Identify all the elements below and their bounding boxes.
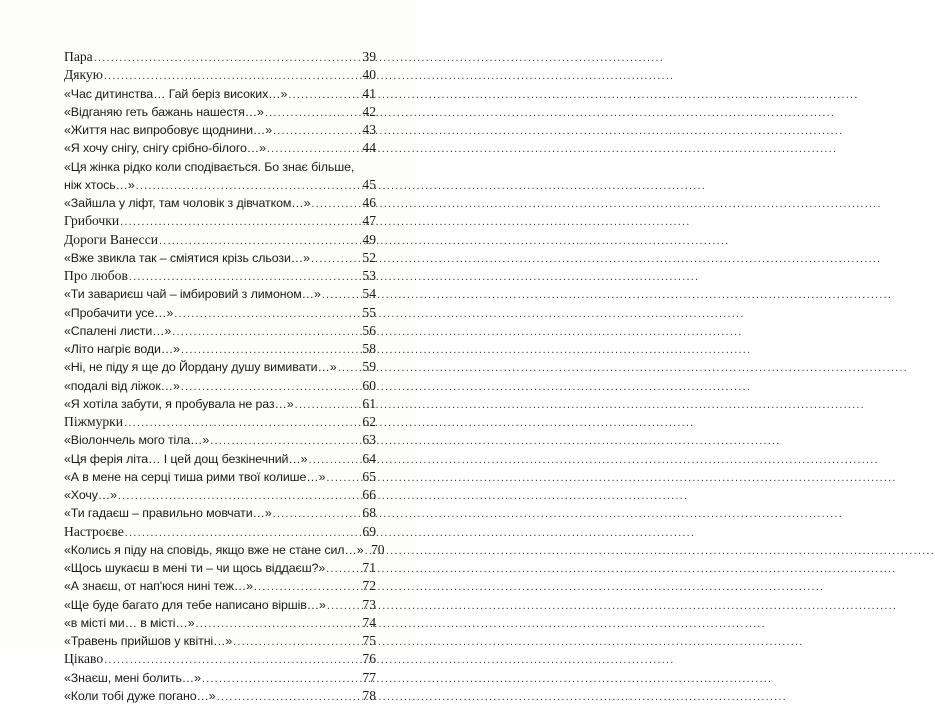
toc-entry: [64, 687, 376, 705]
dot-leader: [125, 524, 356, 542]
toc-entry-title: Пара: [64, 49, 93, 64]
dot-leader: [136, 177, 356, 195]
toc-entry-title: Піжмурки: [64, 414, 124, 429]
toc-entry-title: «Літо нагріє води…»: [64, 342, 180, 356]
toc-entry: [64, 650, 376, 668]
toc-entry-title-line2: ніж хтось…»: [64, 177, 135, 192]
dot-leader: [233, 633, 356, 651]
toc-page-number: 61: [362, 395, 376, 411]
dot-leader: [94, 49, 356, 67]
dot-leader: [217, 688, 356, 706]
toc-entry-title: «Час дитинства… Гай беріз високих…»: [64, 86, 288, 101]
dot-leader: [295, 396, 356, 414]
toc-page-number: 69: [362, 523, 376, 539]
dot-leader: [308, 451, 356, 469]
toc-entry: [64, 450, 376, 468]
dot-leader: [159, 232, 356, 250]
toc-entry: [64, 66, 376, 84]
dot-leader: [129, 268, 356, 286]
toc-page-number: 46: [362, 195, 376, 210]
toc-entry: [64, 322, 376, 340]
toc-entry-title: «Ні, не піду я ще до Йордану душу вимивати…»: [64, 360, 337, 375]
toc-page-number: 58: [362, 341, 376, 356]
toc-page-number: 52: [362, 249, 376, 265]
toc-entry: [64, 632, 376, 650]
toc-entry: [64, 596, 376, 614]
toc-entry: [64, 468, 376, 486]
dot-leader: [311, 250, 356, 268]
toc-page-number: 72: [362, 578, 376, 594]
dot-leader: [288, 86, 356, 104]
toc-page-number: 63: [362, 432, 376, 448]
toc-entry: [64, 285, 376, 303]
dot-leader: [174, 305, 356, 323]
toc-page-number: 56: [362, 322, 376, 338]
toc-entry: [64, 486, 376, 504]
toc-page-number: 43: [362, 122, 376, 137]
toc-entry-title: Настроєве: [64, 523, 124, 539]
toc-entry-title: «Ця ферія літа… І цей дощ безкінечний…»: [64, 451, 308, 466]
toc-entry-title: Грибочки: [64, 213, 120, 229]
dot-leader: [210, 432, 356, 450]
toc-page-number: 71: [362, 560, 376, 575]
dot-leader: [322, 286, 356, 304]
toc-page-number: 73: [362, 596, 376, 612]
toc-entry-title: «Віолончель мого тіла…»: [64, 433, 210, 448]
toc-page-number: 74: [362, 614, 376, 630]
toc-entry-title: «Щось шукаєш в мені ти – чи щось віддаєш?»: [64, 561, 326, 575]
toc-entry-title: «Пробачити усе…»: [64, 305, 174, 320]
toc-page-number: 59: [362, 359, 376, 375]
toc-entry: [64, 559, 376, 577]
toc-entry-title: «Спалені листи…»: [64, 323, 172, 338]
toc-entry-line2: [64, 176, 376, 194]
toc-entry-title: «Зайшла у ліфт, там чоловік з дівчатком…»: [64, 196, 311, 210]
toc-page-number: 47: [362, 213, 376, 229]
toc-entry: [64, 139, 376, 157]
toc-entry: [64, 358, 376, 376]
toc-page-number: 70: [370, 541, 385, 557]
dot-leader: [124, 414, 356, 432]
dot-leader: [273, 122, 356, 140]
dot-leader: [311, 195, 356, 213]
dot-leader: [104, 651, 356, 669]
toc-entry: [64, 541, 385, 559]
dot-leader: [196, 615, 356, 633]
toc-entry-title: «в місті ми… в місті…»: [64, 615, 195, 630]
toc-page-number: 40: [362, 67, 376, 83]
toc-entry: [64, 231, 376, 249]
dot-leader: [254, 578, 356, 596]
toc-entry: [64, 431, 376, 449]
dot-leader: [104, 67, 356, 85]
toc-entry-title: «А в мене на серці тиша рими твої колише…»: [64, 469, 326, 484]
toc-entry: [64, 395, 376, 413]
toc-entry: [64, 304, 376, 322]
toc-page-number: 68: [362, 505, 376, 521]
dot-leader: [181, 341, 356, 359]
toc-entry: [64, 158, 376, 195]
toc-entry-title: «Життя нас випробовує щоднини…»: [64, 123, 272, 137]
dot-leader: [181, 378, 356, 396]
toc-page-number: 65: [362, 468, 376, 484]
dot-leader: [265, 104, 356, 122]
toc-entry: [64, 614, 376, 632]
toc-entry: [64, 121, 376, 139]
toc-entry: [64, 103, 376, 121]
dot-leader: [273, 505, 356, 523]
dot-leader: [202, 670, 356, 688]
dot-leader: [338, 359, 356, 377]
dot-leader: [120, 213, 356, 231]
toc-page-number: 39: [362, 49, 376, 64]
toc-page-number: 60: [362, 377, 376, 393]
toc-page-number: 41: [362, 85, 376, 101]
toc-entry-title: «А знаєш, от нап'юся нині теж…»: [64, 579, 253, 594]
toc-entry: [64, 523, 376, 541]
toc-page-number: 55: [362, 304, 376, 320]
toc-entry-title: «подалі від лiжок…»: [64, 378, 180, 393]
toc-entry-title: «Колись я піду на сповідь, якщо вже не стане сил…»: [64, 542, 364, 557]
dot-leader: [326, 560, 356, 578]
toc-page-number: 75: [362, 633, 376, 648]
toc-entry-title: Цікаво: [64, 651, 104, 667]
toc-entry-title-line1: «Ця жінка рідко коли сподівається. Бо знає більше,: [64, 159, 355, 174]
toc-page-number: 54: [362, 286, 376, 302]
toc-page-number: 77: [362, 669, 376, 685]
toc-entry-title: «Я хочу снігу, снігу срібно-білого…»: [64, 141, 266, 156]
toc-entry-title: «Коли тобі дуже погано…»: [64, 688, 216, 703]
toc-page-number: 66: [362, 487, 376, 502]
dot-leader: [118, 487, 356, 505]
toc-entry-title: «Знаєш, мені болить…»: [64, 670, 201, 685]
toc-entry: [64, 504, 376, 522]
toc-entry: [64, 669, 376, 687]
toc-entry-title: Дякую: [64, 67, 103, 83]
toc-entry: [64, 413, 376, 431]
toc-entry: [64, 194, 376, 212]
toc-entry-title: Про любов: [64, 268, 128, 283]
dot-leader: [327, 597, 356, 615]
toc-entry-title: «Ти гадаєш – правильно мовчати…»: [64, 506, 272, 521]
toc-entry-title: «Ще буде багато для тебе написано віршів…»: [64, 597, 326, 612]
toc-entry: [64, 249, 376, 267]
toc-page-number: 44: [362, 140, 376, 156]
toc-entry-title: «Вже звикла так – сміятися крізь сльози…»: [64, 250, 310, 265]
toc-entry: [64, 48, 376, 66]
toc-page-number: 45: [362, 176, 376, 192]
dot-leader: [172, 323, 356, 341]
toc-entry: [64, 377, 376, 395]
toc-entry-title: «Я хотіла забути, я пробувала не раз…»: [64, 396, 294, 411]
table-of-contents: [64, 48, 385, 705]
toc-entry-title: Дороги Ванесси: [64, 231, 159, 247]
toc-entry: [64, 267, 376, 285]
toc-entry-title: «Хочу…»: [64, 488, 117, 502]
toc-entry: [64, 212, 376, 230]
toc-entry: [64, 85, 376, 103]
toc-page-number: 53: [362, 268, 376, 283]
book-page: [0, 0, 416, 703]
toc-entry: [64, 577, 376, 595]
toc-entry-title: «Травень прийшов у квітні…»: [64, 634, 233, 648]
dot-leader: [326, 469, 356, 487]
toc-page-number: 42: [362, 103, 376, 119]
toc-entry-title: «Відганяю геть бажань нашестя…»: [64, 104, 264, 119]
toc-entry-title: «Ти завариєш чай – імбировий з лимоном…»: [64, 287, 321, 302]
toc-page-number: 76: [362, 651, 376, 667]
toc-page-number: 64: [362, 450, 376, 466]
toc-page-number: 78: [362, 687, 376, 703]
toc-page-number: 62: [362, 414, 376, 429]
toc-entry: [64, 340, 376, 358]
toc-page-number: 49: [362, 231, 376, 247]
dot-leader: [267, 140, 356, 158]
